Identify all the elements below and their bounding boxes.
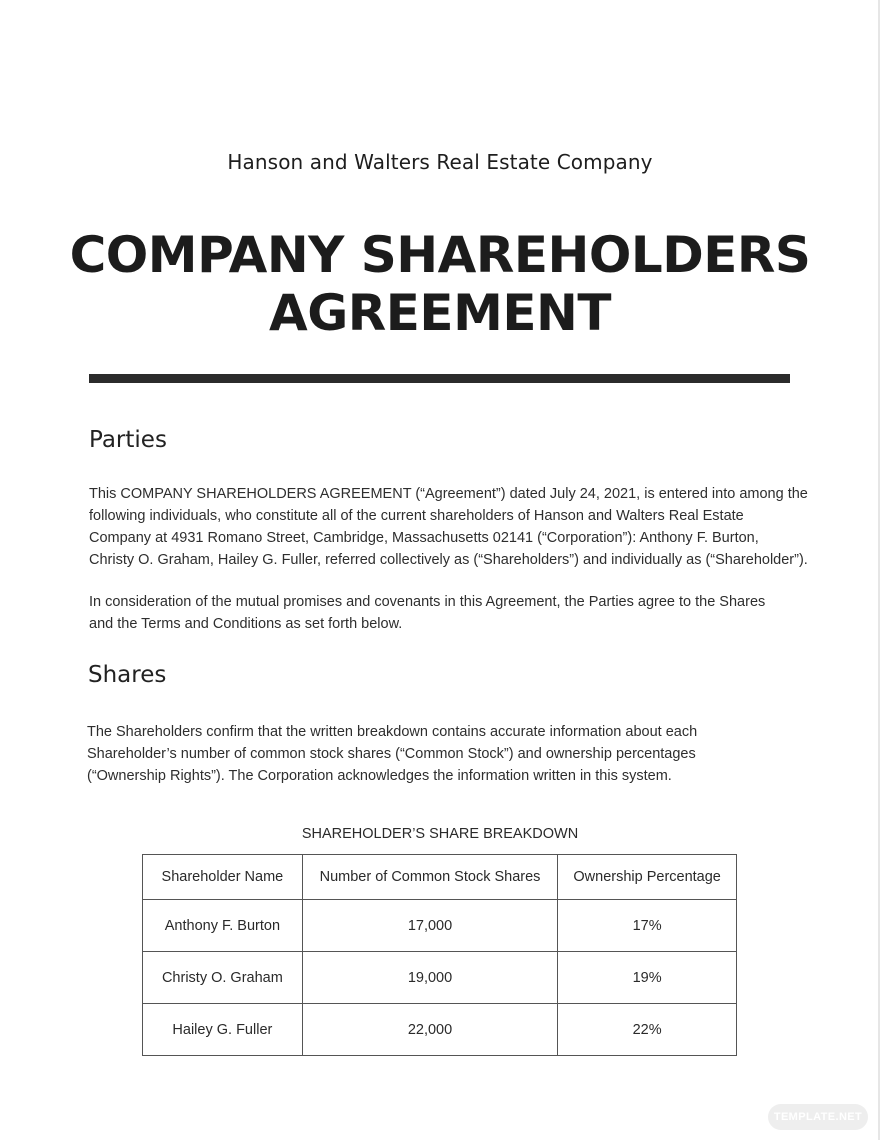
cell-shareholder-name: Hailey G. Fuller — [143, 1004, 303, 1056]
text-line: Shareholder’s number of common stock shares (“Common Stock”) and ownership percentages — [87, 746, 696, 762]
text-line: Company at 4931 Romano Street, Cambridge, Massachusetts 02141 (“Corporation”): Anthony F. Burton, — [89, 530, 759, 546]
company-name: Hanson and Walters Real Estate Company — [227, 150, 653, 174]
cell-ownership-percentage: 17% — [558, 900, 737, 952]
cell-common-stock-shares: 22,000 — [302, 1004, 557, 1056]
parties-paragraph-2 — [89, 591, 829, 635]
text-line: This COMPANY SHAREHOLDERS AGREEMENT (“Agreement”) dated July 24, 2021, is entered into among the — [89, 486, 808, 502]
column-header-common-stock-shares: Number of Common Stock Shares — [302, 855, 557, 900]
text-line: (“Ownership Rights”). The Corporation acknowledges the information written in this system. — [87, 768, 672, 784]
table-caption: SHAREHOLDER’S SHARE BREAKDOWN — [301, 826, 579, 842]
column-header-ownership-percentage: Ownership Percentage — [558, 855, 737, 900]
text-line: and the Terms and Conditions as set forth below. — [89, 616, 403, 632]
text-line: Christy O. Graham, Hailey G. Fuller, referred collectively as (“Shareholders”) and individually as (“Shareholder”). — [89, 552, 808, 568]
parties-heading: Parties — [89, 427, 167, 453]
title-divider — [89, 374, 790, 383]
template-net-watermark: TEMPLATE.NET — [768, 1104, 868, 1130]
column-header-shareholder-name: Shareholder Name — [143, 855, 303, 900]
text-line: In consideration of the mutual promises and covenants in this Agreement, the Parties agree to the Shares — [89, 594, 766, 610]
table-row — [143, 900, 737, 952]
cell-shareholder-name: Anthony F. Burton — [143, 900, 303, 952]
parties-paragraph-1 — [89, 483, 829, 571]
table-row — [143, 952, 737, 1004]
cell-common-stock-shares: 19,000 — [302, 952, 557, 1004]
table-row — [143, 1004, 737, 1056]
text-line: The Shareholders confirm that the written breakdown contains accurate information about each — [87, 724, 698, 740]
document-title-line-2: AGREEMENT — [269, 284, 611, 342]
share-breakdown-table — [142, 854, 737, 1056]
document-title — [60, 226, 820, 342]
cell-shareholder-name: Christy O. Graham — [143, 952, 303, 1004]
cell-ownership-percentage: 22% — [558, 1004, 737, 1056]
shares-heading: Shares — [88, 662, 167, 688]
document-title-line-1: COMPANY SHAREHOLDERS — [69, 226, 811, 284]
cell-common-stock-shares: 17,000 — [302, 900, 557, 952]
cell-ownership-percentage: 19% — [558, 952, 737, 1004]
shares-paragraph — [87, 721, 827, 787]
text-line: following individuals, who constitute all of the current shareholders of Hanson and Walters Real Estate — [89, 508, 744, 524]
table-header-row — [143, 855, 737, 900]
